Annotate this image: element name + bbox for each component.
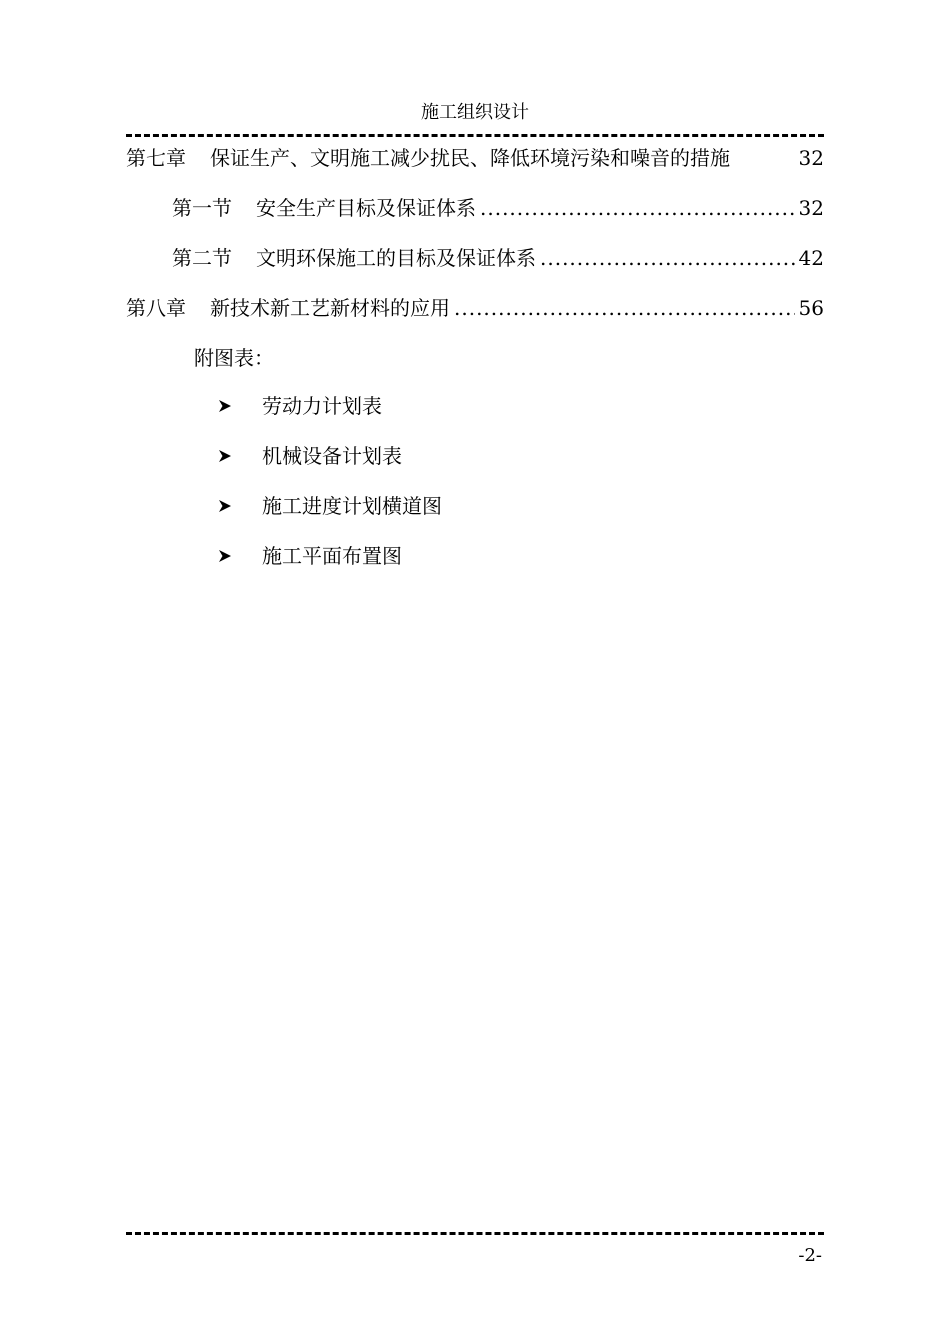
appendix-item-label: 机械设备计划表 (262, 444, 402, 468)
arrowhead-bullet-icon (218, 549, 262, 563)
toc-entry-page: 56 (798, 296, 824, 320)
arrowhead-bullet-icon (218, 399, 262, 413)
toc-entry-section-2[interactable] (172, 244, 824, 272)
header-divider (126, 134, 824, 137)
toc-entry-page: 32 (798, 196, 824, 220)
toc-entry-title: 安全生产目标及保证体系 (256, 196, 476, 220)
appendix-item (218, 442, 402, 470)
toc-entry-number: 第一节 (172, 196, 232, 220)
toc-entry-section-1[interactable] (172, 194, 824, 222)
toc-dot-leader (480, 194, 795, 222)
toc-dot-leader (454, 294, 795, 322)
toc-entry-page: 42 (798, 246, 824, 270)
appendix-item (218, 392, 382, 420)
toc-entry-title: 文明环保施工的目标及保证体系 (256, 246, 536, 270)
toc-entry-title: 新技术新工艺新材料的应用 (210, 296, 450, 320)
toc-entry-title: 保证生产、文明施工减少扰民、降低环境污染和噪音的措施 (210, 146, 730, 170)
toc-entry-number: 第七章 (126, 146, 186, 170)
arrowhead-bullet-icon (218, 499, 262, 513)
arrowhead-bullet-icon (218, 449, 262, 463)
appendix-item-label: 劳动力计划表 (262, 394, 382, 418)
appendix-item-label: 施工平面布置图 (262, 544, 402, 568)
appendix-item-label: 施工进度计划横道图 (262, 494, 442, 518)
header-title: 施工组织设计 (421, 102, 529, 123)
toc-entry-number: 第二节 (172, 246, 232, 270)
toc-entry-chapter-7[interactable] (126, 144, 824, 172)
appendix-item (218, 542, 402, 570)
footer-divider (126, 1232, 824, 1235)
appendix-label: 附图表： (194, 346, 274, 370)
toc-entry-page: 32 (798, 146, 824, 170)
page-number: -2- (798, 1245, 822, 1266)
appendix-item (218, 492, 442, 520)
toc-entry-chapter-8[interactable] (126, 294, 824, 322)
toc-dot-leader (540, 244, 795, 272)
toc-entry-number: 第八章 (126, 296, 186, 320)
